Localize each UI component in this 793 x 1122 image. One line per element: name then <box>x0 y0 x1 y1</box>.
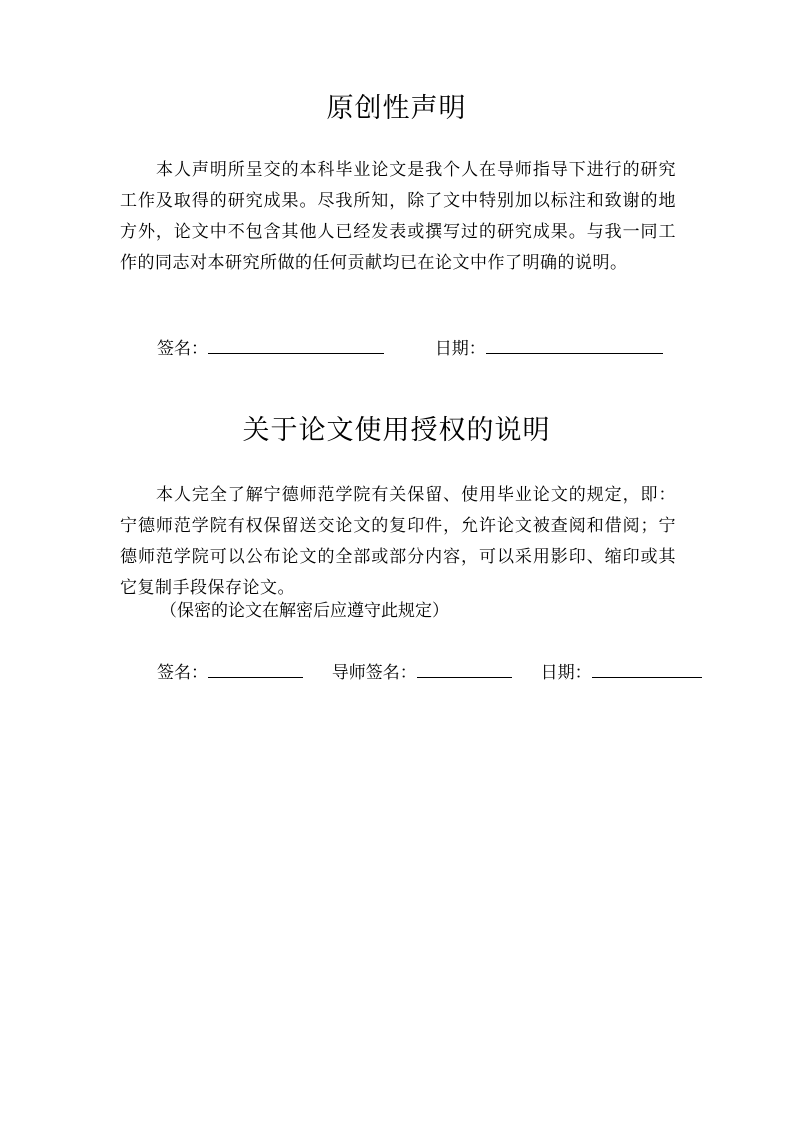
advisor-signature-blank[interactable] <box>417 660 512 678</box>
date-blank[interactable] <box>592 660 702 678</box>
date-label: 日期： <box>540 663 592 683</box>
advisor-signature-label: 导师签名： <box>331 663 417 683</box>
originality-title: 原创性声明 <box>326 93 467 124</box>
signature-blank[interactable] <box>208 336 384 354</box>
signature-label: 签名： <box>157 339 208 359</box>
originality-body: 本人声明所呈交的本科毕业论文是我个人在导师指导下进行的研究工作及取得的研究成果。尽我所知，除了文中特别加以标注和致谢的地方外，论文中不包含其他人已经发表或撰写过的研究成果。与我一同工作的同志对本研究所做的任何贡献均已在论文中作了明确的说明。 <box>120 160 676 273</box>
originality-signature-row <box>157 336 663 361</box>
authorization-title: 关于论文使用授权的说明 <box>242 415 551 446</box>
authorization-body: 本人完全了解宁德师范学院有关保留、使用毕业论文的规定，即：宁德师范学院有权保留送交论文的复印件，允许论文被查阅和借阅；宁德师范学院可以公布论文的全部或部分内容，可以采用影印、缩印或其它复制手段保存论文。 <box>120 485 676 598</box>
confidential-note: （保密的论文在解密后应遵守此规定） <box>160 601 449 621</box>
signature-blank[interactable] <box>208 660 303 678</box>
date-blank[interactable] <box>486 336 663 354</box>
signature-label: 签名： <box>157 663 208 683</box>
authorization-signature-row <box>157 660 702 685</box>
date-label: 日期： <box>434 339 486 359</box>
